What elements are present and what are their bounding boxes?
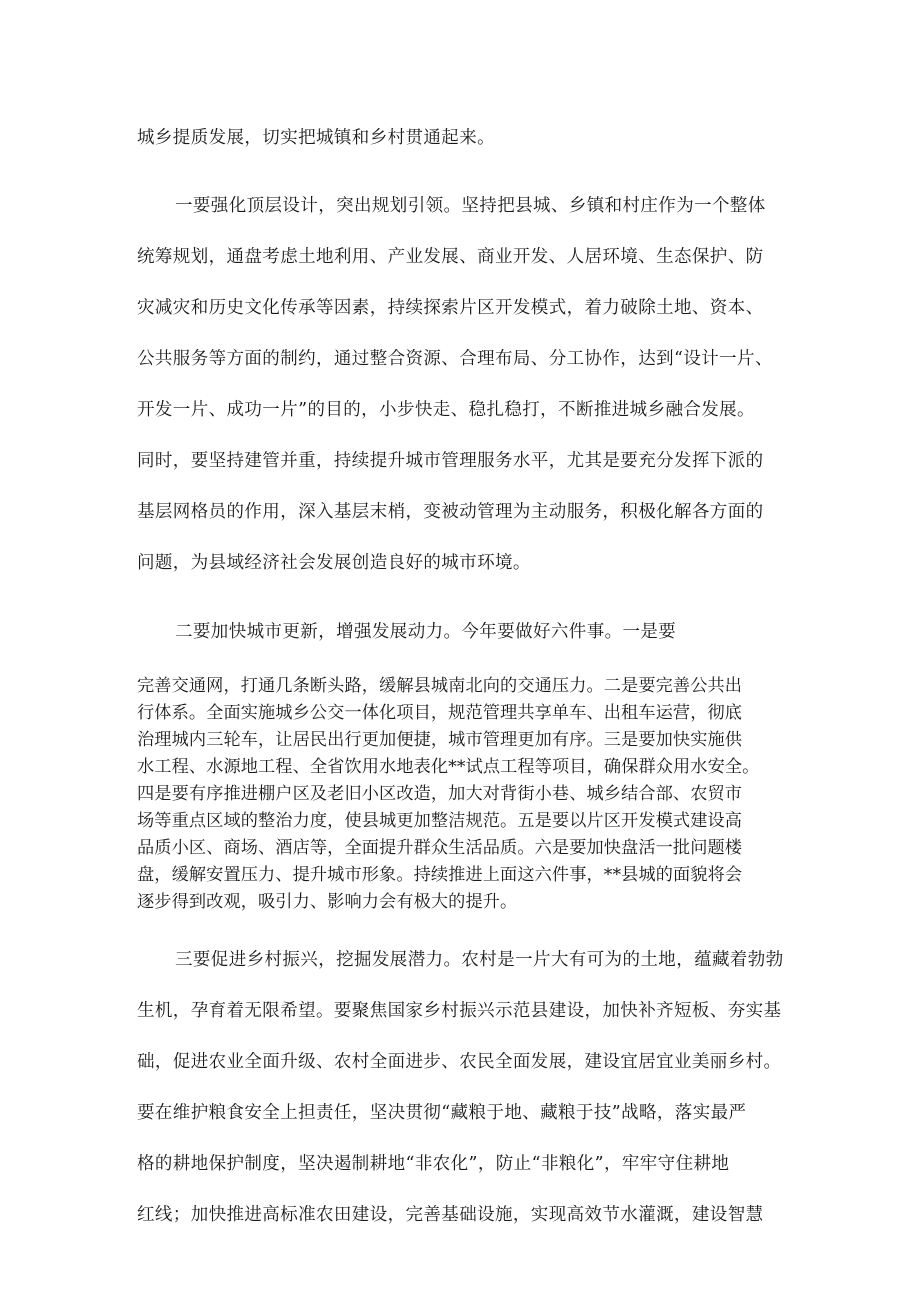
paragraph-1-line: 灾减灾和历史文化传承等因素，持续探索片区开发模式，着力破除土地、资本、 — [137, 298, 764, 318]
paragraph-2-line: 场等重点区域的整治力度，使县城更加整洁规范。五是要以片区开发模式建设高 — [137, 811, 743, 831]
paragraph-3-line: 三要促进乡村振兴，挖掘发展潜力。农村是一片大有可为的土地，蕴藏着勃勃 — [175, 950, 784, 970]
paragraph-2-line: 四是要有序推进棚户区及老旧小区改造，加大对背街小巷、城乡结合部、农贸市 — [137, 784, 743, 804]
paragraph-2-line: 完善交通网，打通几条断头路，缓解县城南北向的交通压力。二是要完善公共出 — [137, 676, 743, 696]
paragraph-3-line: 生机，孕育着无限希望。要聚焦国家乡村振兴示范县建设，加快补齐短板、夯实基 — [137, 1001, 782, 1021]
paragraph-1-line: 开发一片、成功一片”的目的，小步快走、稳扎稳打，不断推进城乡融合发展。 — [137, 400, 755, 420]
paragraph-1-line: 基层网格员的作用，深入基层末梢，变被动管理为主动服务，积极化解各方面的 — [137, 502, 764, 522]
paragraph-2-line: 治理城内三轮车，让居民出行更加便捷，城市管理更加有序。三是要加快实施供 — [137, 730, 743, 750]
paragraph-2-line: 水工程、水源地工程、全省饮用水地表化**试点工程等项目，确保群众用水安全。 — [137, 757, 760, 777]
paragraph-1-line: 公共服务等方面的制约，通过整合资源、合理布局、分工协作，达到“设计一片、 — [137, 349, 773, 369]
paragraph-2-line: 盘，缓解安置压力、提升城市形象。持续推进上面这六件事，**县城的面貌将会 — [137, 865, 743, 885]
paragraph-2-line: 品质小区、商场、酒店等，全面提升群众生活品质。六是要加快盘活一批问题楼 — [137, 838, 743, 858]
paragraph-3-line: 红线；加快推进高标准农田建设，完善基础设施，实现高效节水灌溉，建设智慧 — [137, 1205, 764, 1225]
paragraph-3-line: 格的耕地保护制度，坚决遏制耕地“非农化”，防止“非粮化”，牢牢守住耕地 — [137, 1154, 730, 1174]
paragraph-1-line: 统筹规划，通盘考虑土地利用、产业发展、商业开发、人居环境、生态保护、防 — [137, 247, 764, 267]
paragraph-2-line: 行体系。全面实施城乡公交一体化项目，规范管理共享单车、出租车运营，彻底 — [137, 703, 743, 723]
intro-line: 城乡提质发展，切实把城镇和乡村贯通起来。 — [137, 128, 495, 148]
paragraph-3-line: 要在维护粮食安全上担责任，坚决贯彻“藏粮于地、藏粮于技”战略，落实最严 — [137, 1103, 747, 1123]
paragraph-1-line: 一要强化顶层设计，突出规划引领。坚持把县城、乡镇和村庄作为一个整体 — [175, 196, 766, 216]
paragraph-2-line: 逐步得到改观，吸引力、影响力会有极大的提升。 — [137, 892, 518, 912]
paragraph-1-line: 同时，要坚持建管并重，持续提升城市管理服务水平，尤其是要充分发挥下派的 — [137, 451, 764, 471]
paragraph-2-first-line: 二要加快城市更新，增强发展动力。今年要做好六件事。一是要 — [175, 622, 677, 642]
paragraph-3-line: 础，促进农业全面升级、农村全面进步、农民全面发展，建设宜居宜业美丽乡村。 — [137, 1052, 782, 1072]
paragraph-1-line: 问题，为县域经济社会发展创造良好的城市环境。 — [137, 553, 531, 573]
